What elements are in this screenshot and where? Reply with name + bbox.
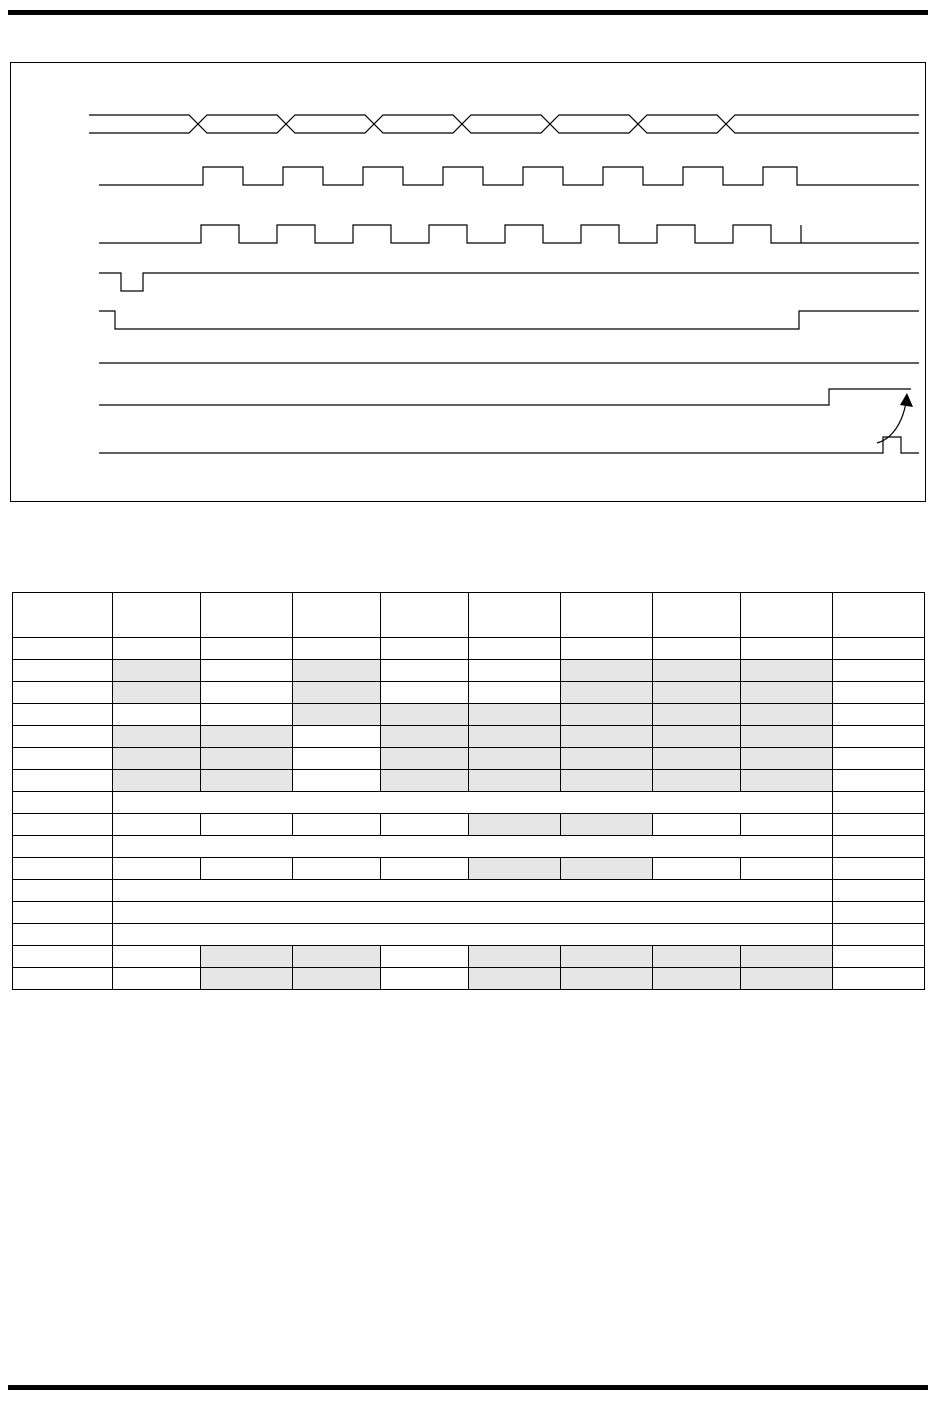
table-header-cell [13, 593, 113, 638]
table-cell [561, 946, 653, 968]
table-cell [13, 704, 113, 726]
table-cell [113, 748, 201, 770]
table-cell [113, 814, 201, 836]
table-cell [469, 660, 561, 682]
table-cell [13, 682, 113, 704]
signal-final-pulse [99, 437, 919, 453]
table-cell [293, 946, 381, 968]
signal-clock-2 [99, 225, 919, 243]
bottom-page-rule [8, 1385, 928, 1390]
table-cell [469, 638, 561, 660]
table-cell [833, 704, 925, 726]
table-cell [741, 946, 833, 968]
table-cell [833, 726, 925, 748]
table-cell [741, 704, 833, 726]
table-cell [201, 682, 293, 704]
table-cell [13, 770, 113, 792]
table-row [13, 660, 925, 682]
table-cell [201, 770, 293, 792]
table-cell [833, 902, 925, 924]
table-cell [13, 748, 113, 770]
table-cell [113, 704, 201, 726]
table-cell [13, 924, 113, 946]
table-cell [741, 682, 833, 704]
table-cell [561, 858, 653, 880]
table-cell-merged [113, 836, 833, 858]
table-cell [13, 946, 113, 968]
table-header-cell [113, 593, 201, 638]
table-row [13, 968, 925, 990]
table-row [13, 858, 925, 880]
table-cell [653, 748, 741, 770]
table-cell [113, 638, 201, 660]
table-cell [653, 660, 741, 682]
table-cell [741, 770, 833, 792]
table-cell [201, 968, 293, 990]
table-cell [653, 946, 741, 968]
table-cell [381, 968, 469, 990]
table-cell [561, 638, 653, 660]
table-cell [561, 682, 653, 704]
table-cell [293, 968, 381, 990]
table-cell [201, 704, 293, 726]
table-cell [381, 682, 469, 704]
table-cell [293, 638, 381, 660]
table-cell [561, 770, 653, 792]
table-cell [741, 660, 833, 682]
table-cell [561, 814, 653, 836]
transition-arrow-head [900, 393, 913, 407]
table-cell [561, 748, 653, 770]
table-cell [833, 748, 925, 770]
table-cell [469, 770, 561, 792]
table-cell [293, 748, 381, 770]
table-cell [653, 968, 741, 990]
table-cell [381, 660, 469, 682]
timing-diagram-svg [11, 63, 925, 501]
table-cell-merged [113, 792, 833, 814]
table-cell [201, 946, 293, 968]
table-cell [653, 814, 741, 836]
table-cell [201, 726, 293, 748]
table-cell [741, 638, 833, 660]
table-cell [833, 660, 925, 682]
table-cell [833, 924, 925, 946]
table-cell [561, 968, 653, 990]
table-row [13, 836, 925, 858]
table-cell [293, 814, 381, 836]
table-header-cell [741, 593, 833, 638]
table-cell [741, 814, 833, 836]
table-cell [13, 638, 113, 660]
table-cell [741, 726, 833, 748]
table-cell [653, 770, 741, 792]
table-cell [293, 726, 381, 748]
table-cell [201, 638, 293, 660]
table-cell [13, 858, 113, 880]
table-header-cell [833, 593, 925, 638]
table-cell [381, 726, 469, 748]
table-cell [13, 880, 113, 902]
timing-diagram-figure [10, 62, 926, 502]
table-cell [833, 770, 925, 792]
table-cell [381, 814, 469, 836]
table-row [13, 704, 925, 726]
table-cell [833, 968, 925, 990]
table-cell [653, 638, 741, 660]
table-cell [113, 682, 201, 704]
table-header-cell [561, 593, 653, 638]
table-cell [469, 946, 561, 968]
table-cell [13, 726, 113, 748]
table-cell [381, 858, 469, 880]
signal-late-rise [99, 389, 911, 405]
table-cell [469, 726, 561, 748]
table-cell [381, 748, 469, 770]
table-header-cell [381, 593, 469, 638]
signal-strobe-pulse [99, 273, 919, 291]
table-cell [113, 770, 201, 792]
table-cell [113, 968, 201, 990]
table-cell [833, 814, 925, 836]
table-cell [201, 858, 293, 880]
table-cell [113, 946, 201, 968]
table-cell [201, 814, 293, 836]
table-cell [113, 726, 201, 748]
table-cell [469, 858, 561, 880]
table-cell [13, 814, 113, 836]
parameter-table-body [13, 593, 925, 990]
table-cell [13, 836, 113, 858]
table-cell [469, 704, 561, 726]
table-cell [653, 704, 741, 726]
table-cell [201, 660, 293, 682]
table-cell [833, 946, 925, 968]
table-cell [741, 968, 833, 990]
table-cell [381, 946, 469, 968]
table-cell [13, 902, 113, 924]
table-cell [561, 726, 653, 748]
parameter-table [12, 592, 925, 990]
table-row [13, 902, 925, 924]
table-cell [469, 682, 561, 704]
table-row [13, 726, 925, 748]
table-cell [833, 792, 925, 814]
top-page-rule [8, 10, 928, 15]
table-cell [833, 638, 925, 660]
table-cell [469, 968, 561, 990]
table-header-cell [469, 593, 561, 638]
signal-bus-waveform [89, 115, 919, 133]
table-cell [653, 858, 741, 880]
table-cell [833, 836, 925, 858]
signal-clock-1 [99, 167, 919, 185]
table-cell [293, 770, 381, 792]
table-cell [201, 748, 293, 770]
table-cell [469, 814, 561, 836]
table-cell [13, 968, 113, 990]
table-cell [741, 858, 833, 880]
table-cell [653, 682, 741, 704]
table-row [13, 682, 925, 704]
table-row [13, 814, 925, 836]
table-cell-merged [113, 902, 833, 924]
table-header-row [13, 593, 925, 638]
table-header-cell [653, 593, 741, 638]
table-cell-merged [113, 880, 833, 902]
table-cell [13, 792, 113, 814]
table-cell [833, 880, 925, 902]
table-cell [469, 748, 561, 770]
table-row [13, 946, 925, 968]
table-cell [13, 660, 113, 682]
table-cell [561, 660, 653, 682]
signal-enable-active-low [99, 311, 919, 329]
table-row [13, 770, 925, 792]
table-cell [293, 660, 381, 682]
table-row [13, 638, 925, 660]
table-cell [293, 682, 381, 704]
table-row [13, 880, 925, 902]
table-header-cell [293, 593, 381, 638]
table-cell [833, 682, 925, 704]
table-cell [113, 660, 201, 682]
table-cell [113, 858, 201, 880]
table-row [13, 792, 925, 814]
table-cell [381, 770, 469, 792]
table-header-cell [201, 593, 293, 638]
table-cell [653, 726, 741, 748]
table-cell [561, 704, 653, 726]
table-cell [293, 858, 381, 880]
table-cell [741, 748, 833, 770]
table-cell [381, 638, 469, 660]
table-cell [293, 704, 381, 726]
table-cell [833, 858, 925, 880]
table-row [13, 748, 925, 770]
table-cell [381, 704, 469, 726]
table-row [13, 924, 925, 946]
table-cell-merged [113, 924, 833, 946]
